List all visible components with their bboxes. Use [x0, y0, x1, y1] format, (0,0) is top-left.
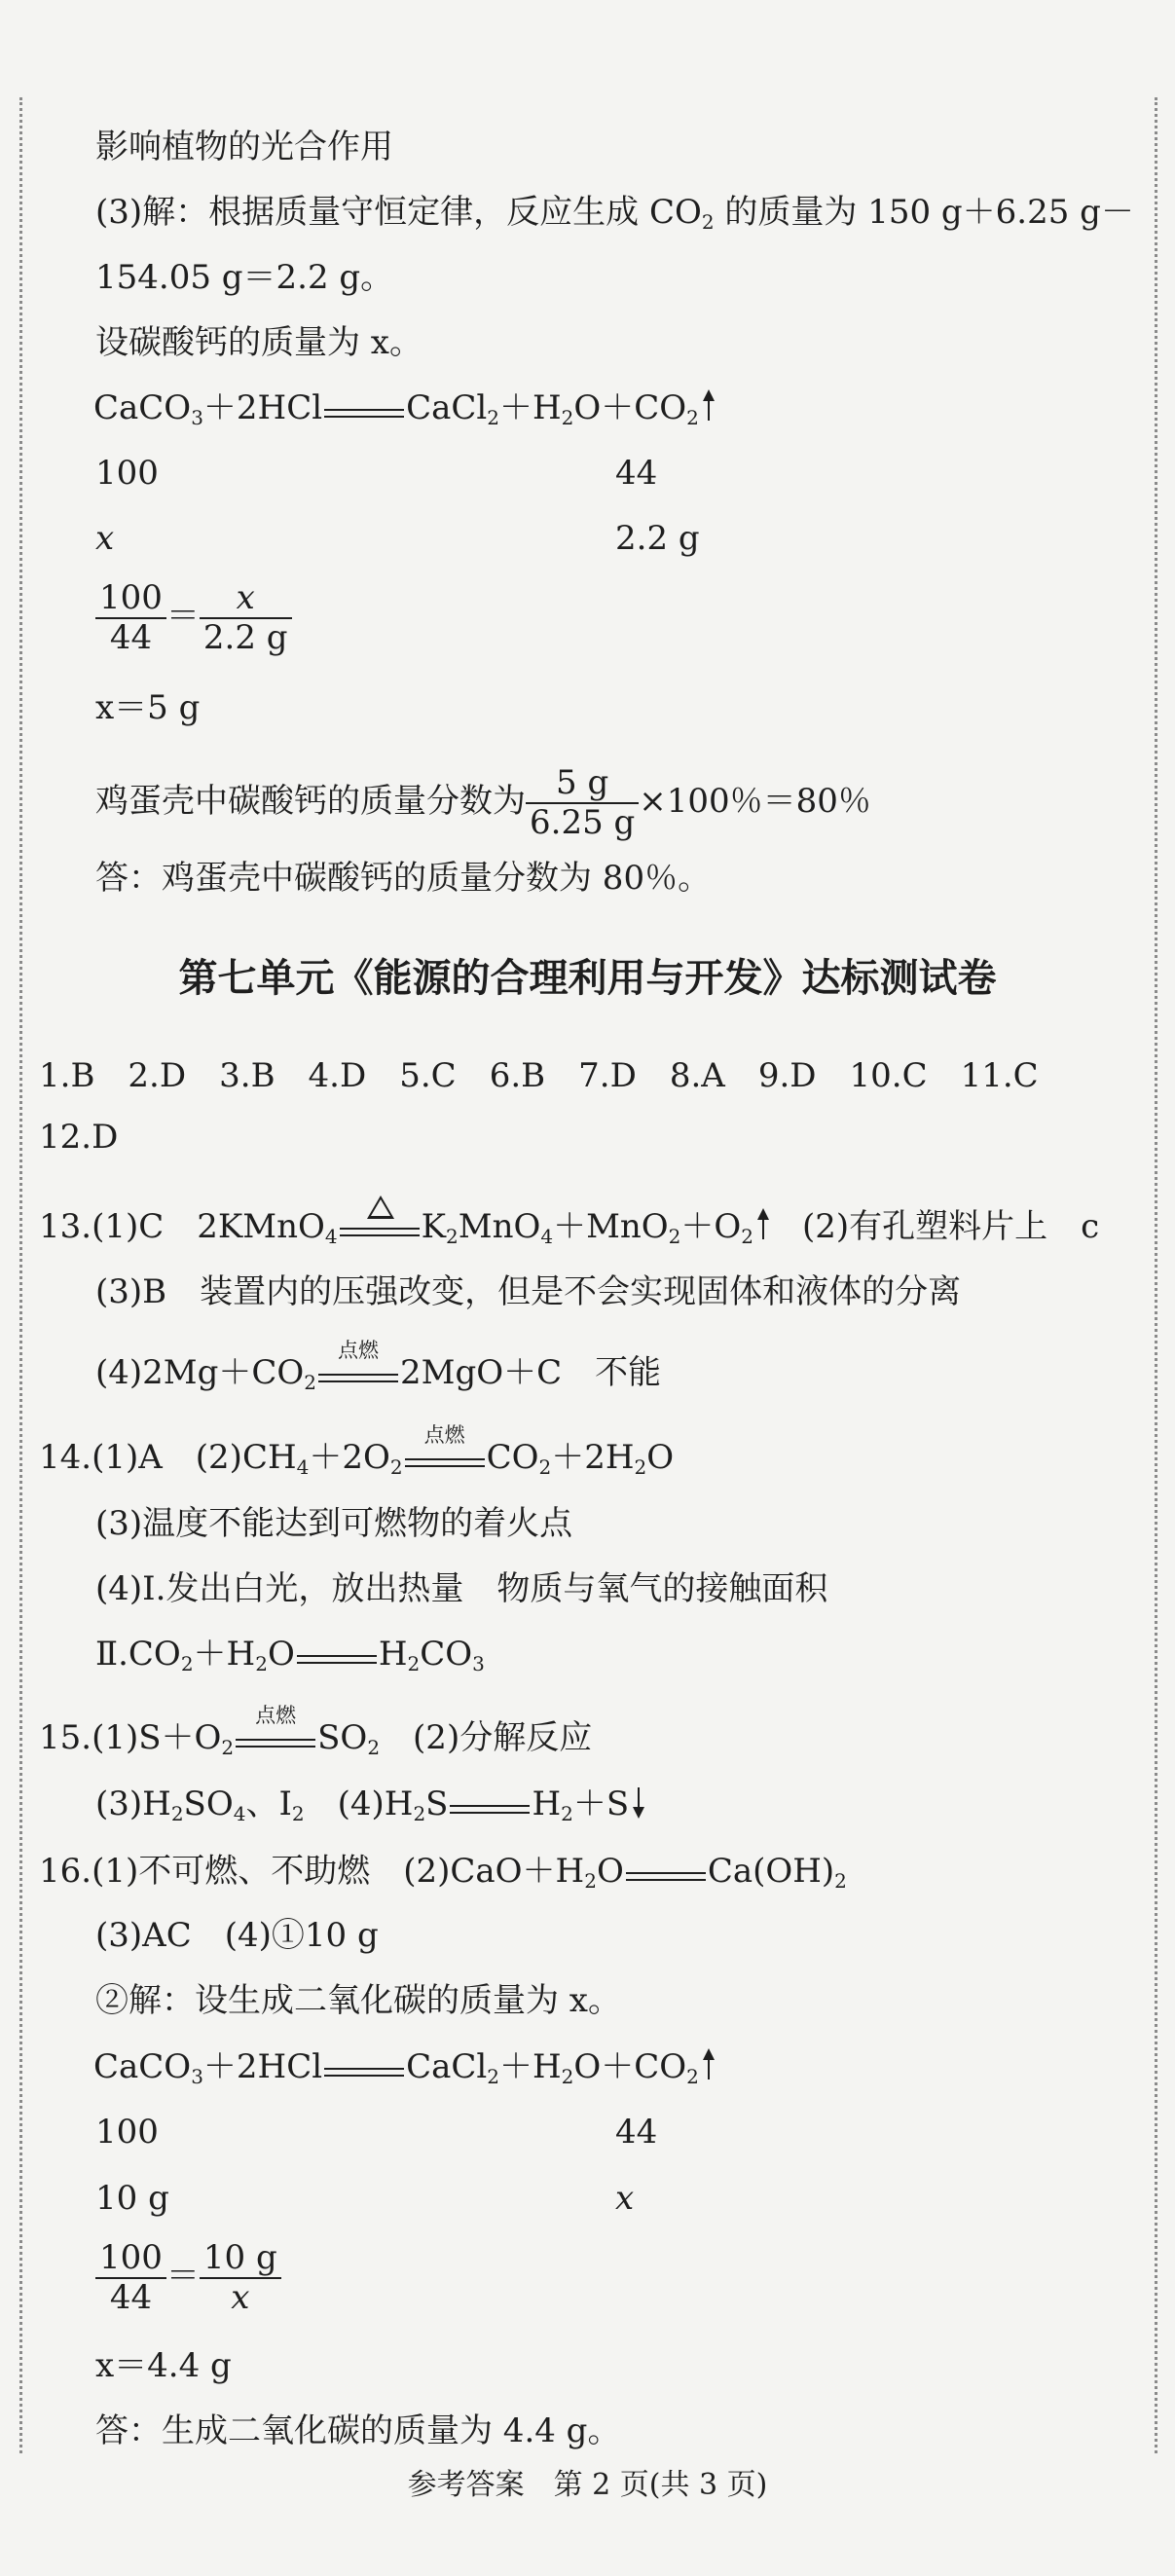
answer-line: 答：鸡蛋壳中碳酸钙的质量分数为 80％。 [95, 859, 712, 898]
gas-arrow-icon [757, 1208, 769, 1241]
q13-line: 13.(1)C 2KMnO$_4$ $K_2MnO_4+MnO_2+O_2$ (2)有孔塑料片上 c [39, 1202, 1099, 1251]
q13-line: $(4)2Mg+CO_2$ 点燃 2MgO＋C 不能 [95, 1339, 662, 1394]
q16-line: (3)AC (4)①10 g [95, 1916, 379, 1955]
text-line: 设碳酸钙的质量为 x。 [95, 323, 422, 362]
text-line: 10 g [95, 2179, 169, 2218]
answer-line: 答：生成二氧化碳的质量为 4.4 g。 [95, 2411, 621, 2450]
text-line: x [95, 519, 115, 558]
left-binding-line [19, 97, 22, 2453]
ignite-condition: 点燃 [236, 1724, 315, 1755]
text-line: 影响植物的光合作用 [95, 128, 393, 166]
ignite-condition: 点燃 [318, 1359, 398, 1390]
reaction-equals [324, 394, 404, 425]
right-binding-line [1155, 97, 1157, 2453]
q13-line: (3)B 装置内的压强改变，但是不会实现固体和液体的分离 [95, 1272, 962, 1311]
q14-line: $Ⅱ.CO_2+H_2O$ $H_2CO_3$ [95, 1635, 485, 1675]
proportion-equation: $\frac{100}{44}$ ＝ $\frac{x}{2.2 g}$ [95, 579, 292, 657]
q15-line: $15.(1)S+O_2$ 点燃 $SO_2$ (2)分解反应 [39, 1704, 593, 1759]
heat-condition [340, 1213, 420, 1244]
gas-arrow-icon [703, 2048, 715, 2081]
text-line: 100 [95, 2113, 159, 2152]
text-line: x＝4.4 g [95, 2346, 232, 2385]
reaction-equals [450, 1790, 530, 1822]
equation-caco3-hcl: CaCO$_3$＋2HCl $CaCl_2+H_2O+CO_2$ [93, 2042, 715, 2091]
text-line: 2.2 g [615, 519, 700, 558]
text-line: 154.05 g＝2.2 g。 [95, 258, 394, 297]
gas-arrow-icon [703, 389, 715, 423]
text-line: 44 [615, 2113, 658, 2152]
page-footer: 参考答案 第 2 页(共 3 页) [407, 2468, 768, 2502]
equation-caco3-hcl: CaCO$_3$＋2HCl $CaCl_2+H_2O+CO_2$ [93, 384, 715, 432]
q16-line: 16.(1)不可燃、不助燃 $(2)CaO+H_2O$ $Ca(OH)_2$ [39, 1852, 847, 1893]
choice-answers: 12.D [39, 1118, 119, 1157]
reaction-equals [626, 1858, 706, 1889]
q15-line: $(3)H_2SO_4$、$I_2$ $(4)H_2S$ $H_2+S$ [95, 1780, 644, 1828]
q16-line: ②解：设生成二氧化碳的质量为 x。 [95, 1981, 621, 2020]
text-line: 44 [615, 454, 658, 493]
ignite-condition: 点燃 [405, 1444, 485, 1475]
reaction-equals [297, 1640, 377, 1672]
q14-line: 14.(1)A $(2)CH_4+2O_2$ 点燃 $CO_2+2H_2O$ [39, 1423, 675, 1479]
proportion-equation: $\frac{100}{44}$ ＝ $\frac{10 g}{x}$ [95, 2239, 281, 2317]
q14-line: (3)温度不能达到可燃物的着火点 [95, 1504, 573, 1543]
text-line: x＝5 g [95, 688, 201, 727]
text-line: x [615, 2179, 635, 2218]
section-title: 第七单元《能源的合理利用与开发》达标测试卷 [178, 956, 997, 1001]
text-line: (3)解：根据质量守恒定律，反应生成 $CO_2$ 的质量为 150 g＋6.25 g－ [95, 193, 1134, 234]
choice-answers: 1.B 2.D 3.B 4.D 5.C 6.B 7.D 8.A 9.D 10.C 11.C [39, 1056, 1039, 1095]
mass-fraction-line: 鸡蛋壳中碳酸钙的质量分数为 $\frac{5 g}{6.25 g}$ ×100％＝80％ [95, 763, 871, 843]
q14-line: (4)Ⅰ.发出白光，放出热量 物质与氧气的接触面积 [95, 1569, 828, 1608]
reaction-equals [324, 2053, 404, 2084]
text-line: 100 [95, 454, 159, 493]
precipitate-arrow-icon [633, 1785, 644, 1819]
